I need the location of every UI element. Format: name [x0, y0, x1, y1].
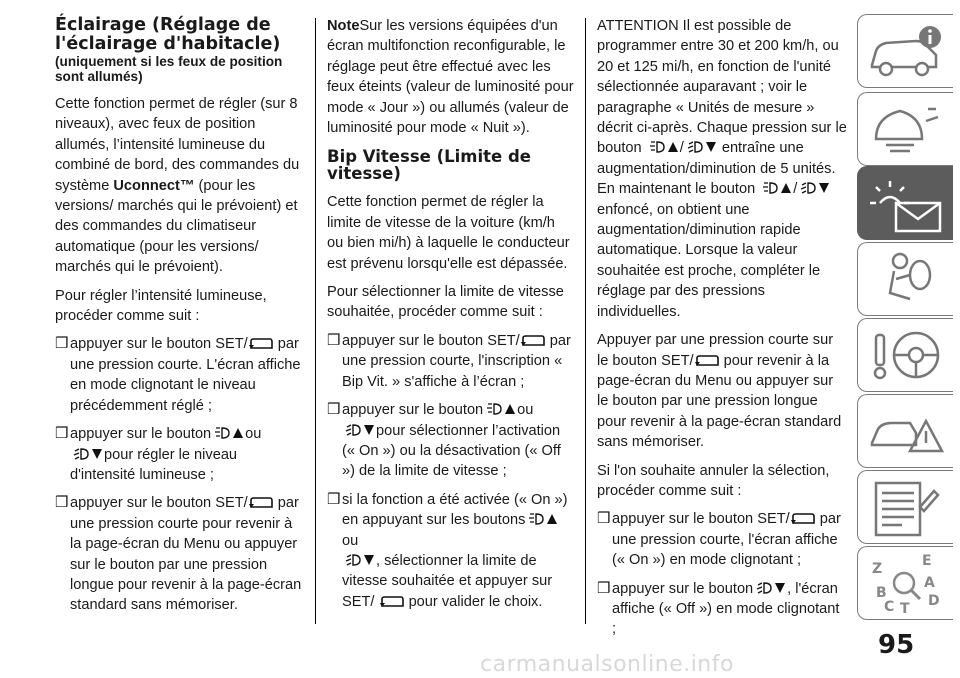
light-up-icon	[646, 139, 680, 155]
checkbox-bullet: ❒	[327, 401, 341, 419]
svg-text:B: B	[876, 585, 887, 601]
breakdown-icon	[866, 401, 946, 463]
checkbox-bullet: ❒	[327, 331, 341, 349]
light-down-icon	[753, 580, 787, 596]
svg-text:D: D	[928, 593, 940, 609]
paragraph: Pour régler l’intensité lumineuse, procéder comme suit :	[55, 287, 267, 325]
paragraph: Cette fonction permet de régler la limite de vitesse de la voiture (km/h ou bien mi/h) à laquelle le conducteur est prévenu lorsqu'elle est dépassée.	[327, 194, 570, 272]
car-info-icon	[866, 21, 946, 83]
paragraph: Si l'on souhaite annuler la sélection, procéder comme suit :	[597, 462, 830, 499]
return-arrow-icon	[694, 354, 720, 368]
column-divider	[315, 18, 316, 624]
note-label: Note	[327, 18, 360, 34]
tab-car-info[interactable]	[857, 14, 953, 88]
column-1	[55, 16, 302, 624]
airbag-icon	[866, 249, 946, 311]
list-item: ❒ appuyer sur le bouton ou pour régler le niveau d'intensité lumineuse ;	[55, 425, 262, 483]
list-item: ❒ appuyer sur le bouton , l'écran affiche (« Off ») en mode clignotant ;	[597, 579, 840, 638]
page-number: 95	[878, 630, 915, 660]
paragraph: Pour sélectionner la limite de vitesse souhaitée, procéder comme suit :	[327, 284, 564, 321]
column-2	[327, 16, 575, 620]
dashboard-lights-icon	[866, 173, 946, 235]
return-arrow-icon	[379, 595, 405, 609]
warning-lights-icon	[866, 99, 946, 161]
svg-text:C: C	[884, 599, 895, 615]
svg-text:E: E	[922, 553, 932, 569]
light-up-icon	[211, 425, 245, 441]
light-down-icon	[684, 139, 718, 155]
watermark: carmanualsonline.info	[480, 652, 734, 677]
light-down-icon	[797, 180, 831, 196]
checkbox-bullet: ❒	[55, 335, 69, 353]
svg-text:Z: Z	[872, 561, 883, 577]
svg-text:A: A	[924, 575, 935, 591]
light-down-icon	[342, 552, 376, 568]
section-title-bip-vitesse: Bip Vitesse (Limite de vitesse)	[327, 147, 531, 184]
brand-name: Uconnect™	[113, 177, 195, 194]
light-down-icon	[70, 446, 104, 462]
svg-text:T: T	[900, 601, 910, 615]
slash: /	[679, 140, 684, 157]
list-item: ❒ appuyer sur le bouton SET/ par une pression courte pour revenir à la page-écran du Menu ou appuyer sur le bouton par une pression longue pour revenir à la page-écran standard sans mémoriser.	[55, 494, 302, 614]
steering-wheel-icon	[866, 325, 946, 387]
section-subtitle: (uniquement si les feux de position sont allumés)	[55, 54, 283, 84]
section-title-eclairage: Éclairage (Réglage de l'éclairage d'habitacle)	[55, 15, 281, 54]
column-3	[597, 16, 847, 648]
tab-safety[interactable]	[857, 242, 953, 316]
list-item: ❒ appuyer sur le bouton SET/ par une pression courte, l'inscription « Bip Vit. » s'affiche à l’écran ;	[327, 331, 571, 390]
return-arrow-icon	[790, 512, 816, 526]
paragraph: ATTENTION Il est possible de programmer entre 30 et 200 km/h, ou 20 et 125 mi/h, en fonction de l'unité sélectionnée auparavant ; voir le paragraphe « Unités de mesure » décrit ci-après. Chaque pression sur le bouton / entraîne une augmentation/diminution de 5 unités. En maintenant le bouton / enfoncé, on obtient une augmentation/diminution rapide automatique. Lorsque la valeur souhaitée est proche, compléter le réglage par des pressions individuelles.	[597, 18, 847, 320]
checkbox-bullet: ❒	[597, 579, 611, 597]
checkbox-bullet: ❒	[55, 494, 69, 512]
light-up-icon	[525, 511, 559, 527]
slash: /	[793, 181, 798, 198]
tab-specs[interactable]	[857, 470, 953, 544]
paragraph: Appuyer par une pression courte sur le bouton SET/ pour revenir à la page-écran du Menu ou appuyer sur le bouton par une pression longue pour revenir à la page-écran standard sans mémoriser.	[597, 332, 842, 451]
return-arrow-icon	[248, 337, 274, 351]
note: NoteSur les versions équipées d'un écran multifonction reconfigurable, le réglage peut être effectué avec les feux éteints (valeur de luminosité pour mode « Jour ») ou allumés (valeur de luminosité pour mode « Nuit »).	[327, 18, 574, 137]
checkbox-bullet: ❒	[597, 510, 611, 528]
list-item: ❒ appuyer sur le bouton SET/ par une pression courte, l'écran affiche (« On ») en mode clignotant ;	[597, 510, 841, 569]
alphabetical-index-icon	[866, 553, 946, 615]
column-divider	[585, 18, 586, 624]
tab-dashboard[interactable]	[857, 166, 953, 240]
checkbox-bullet: ❒	[55, 425, 69, 443]
light-up-icon	[483, 401, 517, 417]
list-item: ❒ appuyer sur le bouton ou pour sélectionner l’activation (« On ») ou la désactivation (« Off ») de la limite de vitesse ;	[327, 401, 561, 480]
light-down-icon	[342, 422, 376, 438]
specs-list-icon	[866, 477, 946, 539]
light-up-icon	[759, 180, 793, 196]
return-arrow-icon	[248, 496, 274, 510]
list-item: ❒ appuyer sur le bouton SET/ par une pression courte. L'écran affiche en mode clignotant le niveau précédemment réglé ;	[55, 335, 301, 414]
tab-warning-lights[interactable]	[857, 92, 953, 166]
return-arrow-icon	[520, 334, 546, 348]
tab-emergency[interactable]	[857, 394, 953, 468]
list-item: ❒ si la fonction a été activée (« On ») en appuyant sur les boutons ou , sélectionner la limite de vitesse souhaitée et appuyer sur SET/ pour valider le choix.	[327, 490, 568, 610]
paragraph: Cette fonction permet de régler (sur 8 niveaux), avec feux de position allumés, l’intensité lumineuse du combiné de bord, des commandes du système Uconnect™ (pour les versions/ marchés qui le prévoient) et des commandes du climatiseur automatique (pour les versions/ marchés qui le prévoient).	[55, 96, 300, 276]
tab-driving[interactable]	[857, 318, 953, 392]
tab-index[interactable]	[857, 546, 953, 620]
checkbox-bullet: ❒	[327, 490, 341, 508]
